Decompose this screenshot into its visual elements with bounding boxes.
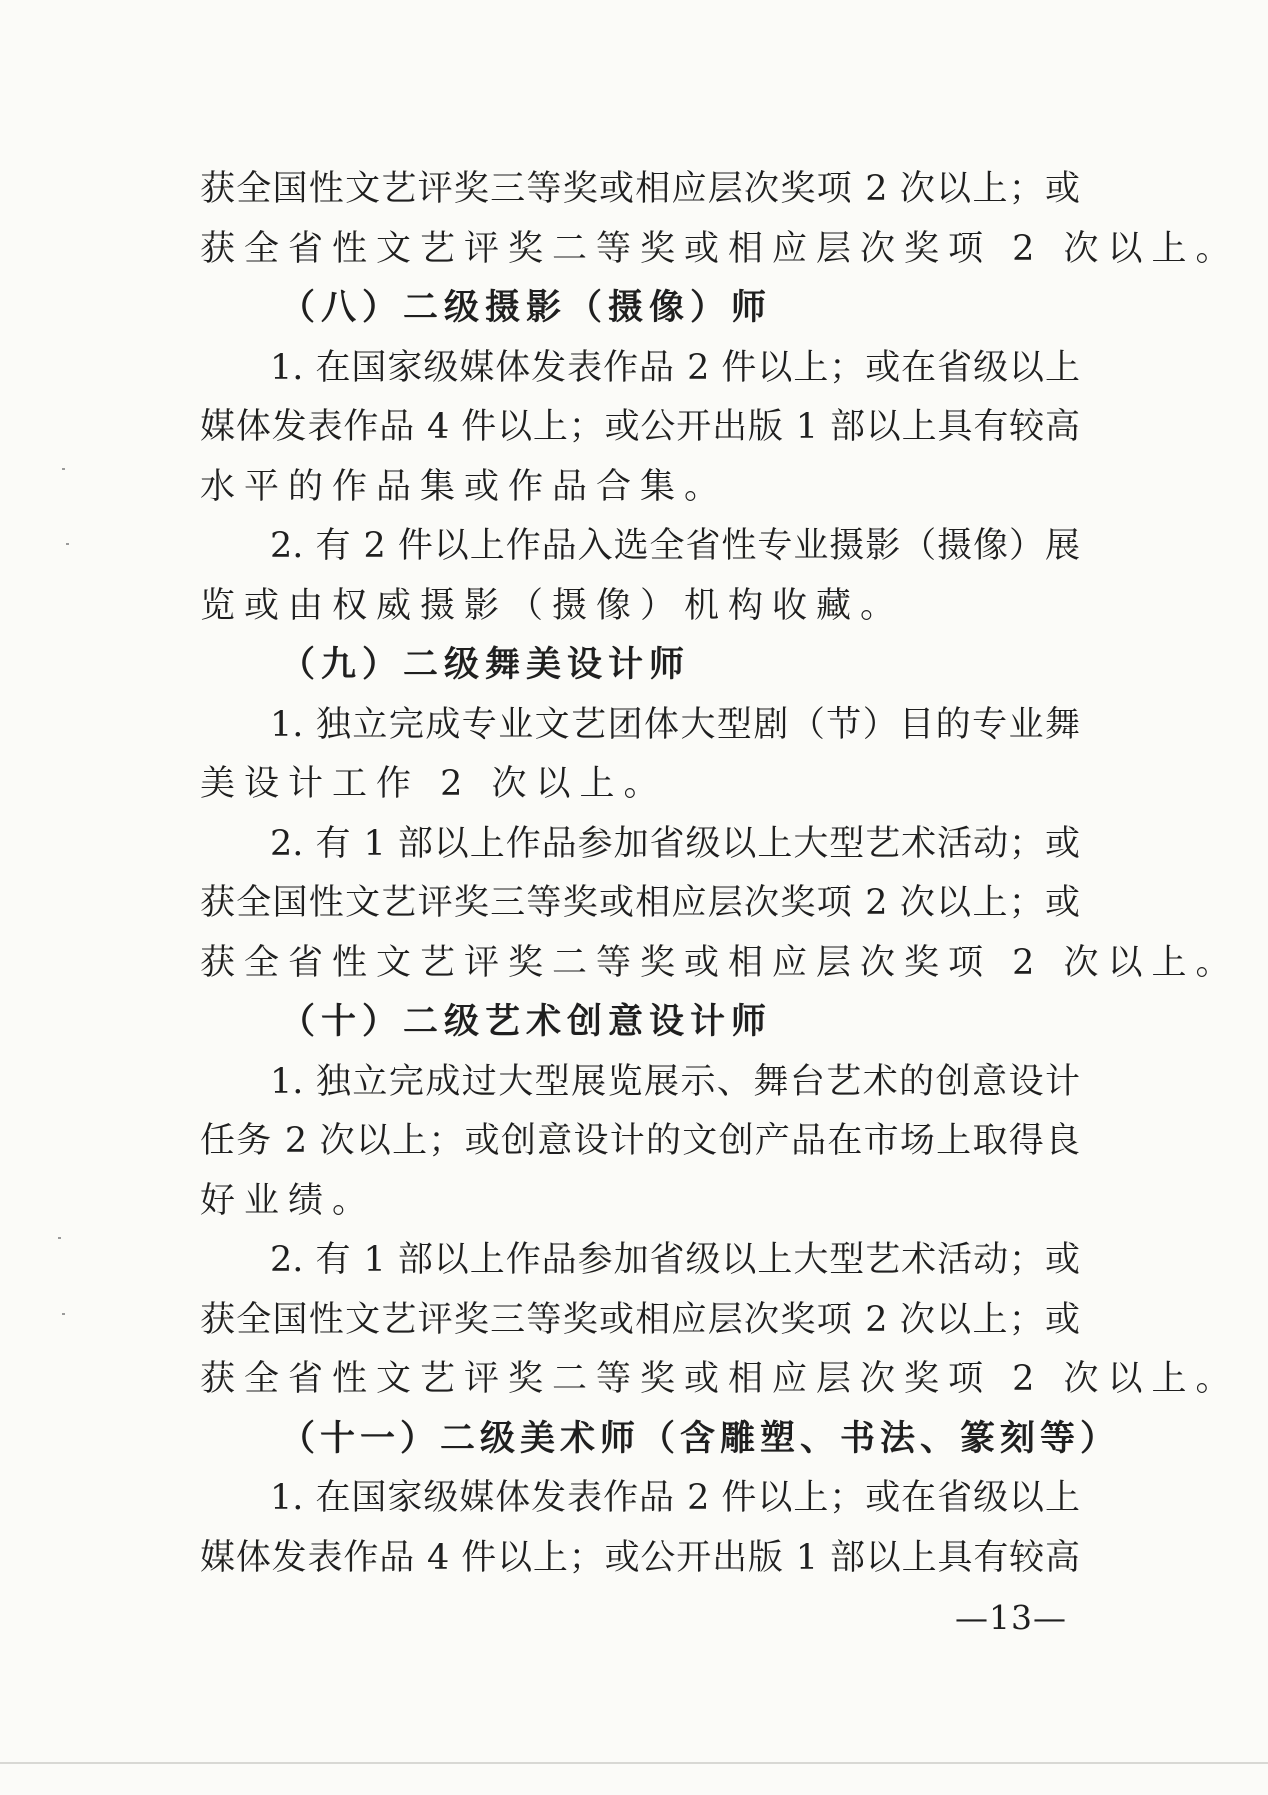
scan-speck: [62, 468, 65, 470]
body-line: 1. 在国家级媒体发表作品 2 件以上；或在省级以上: [270, 1478, 1080, 1518]
body-line: 美设计工作 2 次以上。: [200, 764, 668, 804]
body-line: 获全省性文艺评奖二等奖或相应层次奖项 2 次以上。: [200, 942, 1240, 983]
body-line: 获全国性文艺评奖三等奖或相应层次奖项 2 次以上；或: [200, 1299, 1080, 1340]
body-line: 媒体发表作品 4 件以上；或公开出版 1 部以上具有较高: [200, 1537, 1080, 1578]
body-line: 媒体发表作品 4 件以上；或公开出版 1 部以上具有较高: [200, 407, 1080, 447]
page-number: —13—: [955, 1598, 1067, 1637]
body-line: 好业绩。: [200, 1180, 377, 1221]
body-line: 2. 有 1 部以上作品参加省级以上大型艺术活动；或: [270, 1240, 1080, 1280]
body-line: 览或由权威摄影（摄像）机构收藏。: [200, 585, 905, 626]
body-line: 获全省性文艺评奖二等奖或相应层次奖项 2 次以上。: [200, 228, 1240, 269]
body-line: 2. 有 1 部以上作品参加省级以上大型艺术活动；或: [270, 823, 1080, 864]
body-line: 任务 2 次以上；或创意设计的文创产品在市场上取得良: [200, 1121, 1080, 1161]
body-line: 水平的作品集或作品合集。: [200, 466, 729, 507]
section-heading-9: （九）二级舞美设计师: [280, 645, 691, 685]
body-line: 1. 在国家级媒体发表作品 2 件以上；或在省级以上: [270, 347, 1080, 388]
body-line: 获全国性文艺评奖三等奖或相应层次奖项 2 次以上；或: [200, 169, 1080, 209]
section-heading-11: （十一）二级美术师（含雕塑、书法、篆刻等）: [280, 1418, 1121, 1459]
document-body: [200, 160, 1240, 1588]
scan-speck: [66, 543, 69, 545]
scan-speck: [62, 1313, 65, 1315]
body-line: 获全国性文艺评奖三等奖或相应层次奖项 2 次以上；或: [200, 883, 1080, 923]
body-line: 1. 独立完成过大型展览展示、舞台艺术的创意设计: [270, 1061, 1080, 1102]
scan-speck: [58, 1237, 61, 1239]
section-heading-10: （十）二级艺术创意设计师: [280, 1002, 773, 1042]
body-line: 2. 有 2 件以上作品入选全省性专业摄影（摄像）展: [270, 526, 1080, 566]
body-line: 1. 独立完成专业文艺团体大型剧（节）目的专业舞: [270, 704, 1080, 745]
scan-edge: [0, 1762, 1268, 1764]
body-line: 获全省性文艺评奖二等奖或相应层次奖项 2 次以上。: [200, 1359, 1240, 1399]
section-heading-8: （八）二级摄影（摄像）师: [280, 288, 773, 328]
